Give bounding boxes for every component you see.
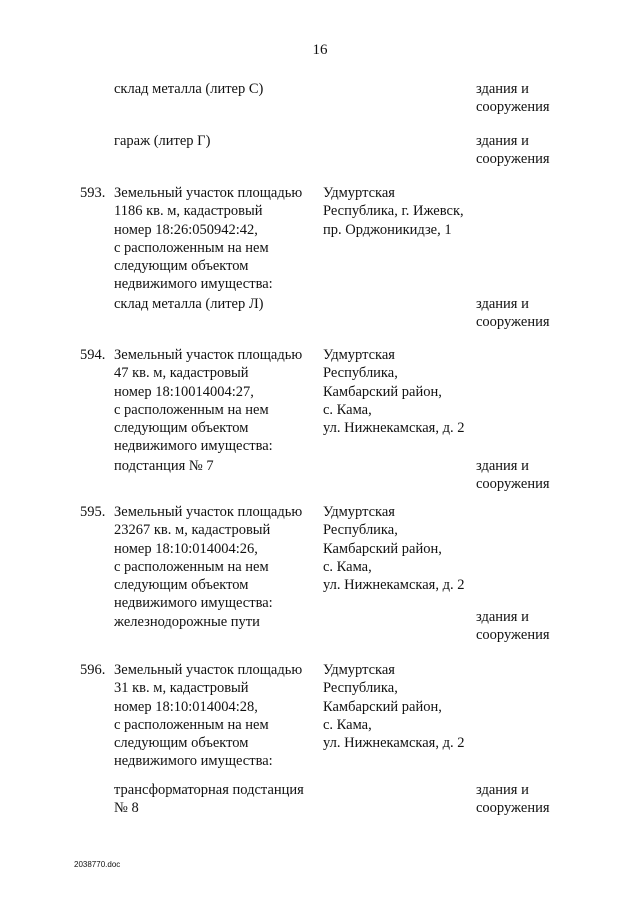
entry-address <box>323 661 464 752</box>
line: недвижимого имущества: <box>114 276 273 293</box>
sub-item-text <box>114 132 210 150</box>
line: пр. Орджоникидзе, 1 <box>323 221 452 238</box>
line: ул. Нижнекамская, д. 2 <box>323 577 465 594</box>
category-label <box>476 457 550 494</box>
line: с. Кама, <box>323 401 372 418</box>
line: Камбарский район, <box>323 383 442 400</box>
entry-number: 596. <box>80 662 106 678</box>
line: Земельный участок площадью <box>114 185 303 201</box>
line: сооружения <box>476 99 550 116</box>
line: 47 кв. м, кадастровый <box>114 365 249 382</box>
line: Земельный участок площадью <box>114 662 303 678</box>
line: 31 кв. м, кадастровый <box>114 680 249 697</box>
line: Удмуртская <box>323 662 395 678</box>
sub-item-text <box>114 295 264 313</box>
footer-filename: 2038770.doc <box>74 860 121 869</box>
sub-item-text: железнодорожные пути <box>114 613 260 630</box>
line: склад металла (литер С) <box>114 81 264 97</box>
entry-address <box>323 503 464 594</box>
line: с. Кама, <box>323 558 372 575</box>
line: номер 18:26:050942:42, <box>114 221 258 238</box>
line: с расположенным на нем <box>114 558 269 575</box>
line: Камбарский район, <box>323 540 442 557</box>
line: следующим объектом <box>114 577 249 594</box>
page-number: 16 <box>312 42 328 58</box>
line: сооружения <box>476 314 550 331</box>
line: недвижимого имущества: <box>114 595 273 612</box>
line: с расположенным на нем <box>114 239 269 256</box>
line: № 8 <box>114 800 139 817</box>
line: здания и <box>476 782 529 798</box>
line: Удмуртская <box>323 504 395 520</box>
line: следующим объектом <box>114 258 249 275</box>
line: Земельный участок площадью <box>114 504 303 520</box>
line: здания и <box>476 133 529 149</box>
line: Республика, г. Ижевск, <box>323 203 464 220</box>
line: Камбарский район, <box>323 698 442 715</box>
line: недвижимого имущества: <box>114 753 273 770</box>
entry-address <box>323 184 464 239</box>
line: сооружения <box>476 800 550 817</box>
line: номер 18:10:014004:26, <box>114 540 258 557</box>
entry-number: 593. <box>80 185 106 201</box>
line: с расположенным на нем <box>114 716 269 733</box>
line: с расположенным на нем <box>114 401 269 418</box>
entry-description <box>114 346 302 456</box>
line: Республика, <box>323 522 398 539</box>
line: недвижимого имущества: <box>114 438 273 455</box>
line: подстанция № 7 <box>114 458 214 474</box>
line: здания и <box>476 609 529 625</box>
line: сооружения <box>476 476 550 493</box>
category-label <box>476 80 550 117</box>
sub-item-text <box>114 781 304 818</box>
entry-number: 595. <box>80 504 106 520</box>
line: следующим объектом <box>114 420 249 437</box>
entry-description <box>114 661 302 771</box>
category-label <box>476 781 550 818</box>
line: ул. Нижнекамская, д. 2 <box>323 735 465 752</box>
line: Удмуртская <box>323 347 395 363</box>
line: гараж (литер Г) <box>114 133 211 149</box>
entry-description <box>114 503 302 631</box>
entry-number: 594. <box>80 347 106 363</box>
line: ул. Нижнекамская, д. 2 <box>323 420 465 437</box>
line: Земельный участок площадью <box>114 347 303 363</box>
line: номер 18:10:014004:28, <box>114 698 258 715</box>
line: сооружения <box>476 627 550 644</box>
line: здания и <box>476 296 529 312</box>
entry-address <box>323 346 464 437</box>
line: 1186 кв. м, кадастровый <box>114 203 263 220</box>
category-label <box>476 132 550 169</box>
line: трансформаторная подстанция <box>114 782 304 798</box>
line: следующим объектом <box>114 735 249 752</box>
sub-item-text <box>114 80 263 98</box>
line: Республика, <box>323 365 398 382</box>
category-label <box>476 608 550 645</box>
category-label <box>476 295 550 332</box>
line: 23267 кв. м, кадастровый <box>114 522 271 539</box>
line: склад металла (литер Л) <box>114 296 264 312</box>
line: номер 18:10014004:27, <box>114 383 254 400</box>
line: здания и <box>476 81 529 97</box>
sub-item-text <box>114 457 214 475</box>
line: Удмуртская <box>323 185 395 201</box>
line: здания и <box>476 458 529 474</box>
line: с. Кама, <box>323 716 372 733</box>
line: сооружения <box>476 151 550 168</box>
line: Республика, <box>323 680 398 697</box>
entry-description <box>114 184 302 294</box>
